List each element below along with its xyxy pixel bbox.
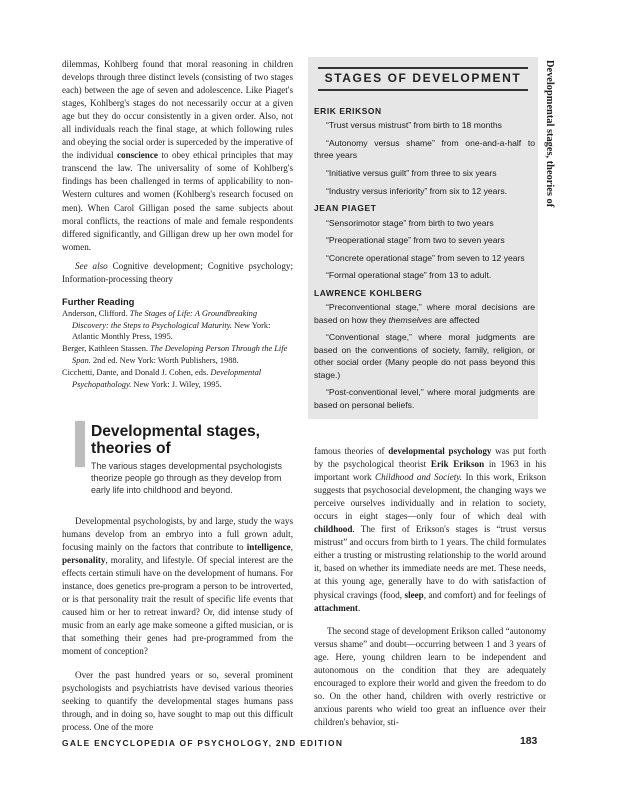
glossary-term: Erik Erikson: [430, 459, 485, 470]
stage-item: “Preoperational stage” from two to seven years: [326, 235, 505, 246]
entry-accent-bar: [75, 421, 85, 467]
stage-item: “Industry versus inferiority” from six to 12 years.: [326, 185, 507, 196]
stage-item: “Preconventional stage,” where moral decisions are based on how they themselves are affected: [314, 302, 535, 325]
box-section-heading: LAWRENCE KOHLBERG: [314, 287, 423, 298]
side-tab-label: Developmental stages, theories of: [544, 60, 555, 208]
body-paragraph: Over the past hundred years or so, several prominent psychologists and psychiatrists have devised various theories seeking to quantify the developmental stages humans pass through, and in doing so, have sought to map out this difficult process. One of the more: [62, 669, 293, 732]
glossary-term: attachment: [314, 602, 358, 613]
body-paragraph: famous theories of developmental psychology was put forth by the psychological theorist Erik Erikson in 1963 in his important work Childhood and Society. In this work, Erikson suggests that psychosocial development, the changing ways we perceive ourselves individually and in relation to society, occurs in eight stages—only four of which deal with childhood. The first of Erikson's stages is “trust versus mistrust” and occurs from birth to 1 years. The child formulates either a trusting or mistrusting relationship to the world around it, based on whether its immediate needs are met. These needs, at this young age, generally have to do with satisfaction of physical cravings (food, sleep, and comfort) and for feelings of attachment.: [314, 446, 547, 613]
stage-item: “Sensorimotor stage” from birth to two years: [326, 217, 494, 228]
left-column-bottom: [62, 515, 293, 734]
footer-publication-title: GALE ENCYCLOPEDIA OF PSYCHOLOGY, 2ND EDITION: [62, 738, 344, 748]
stage-item: “Trust versus mistrust” from birth to 18 months: [326, 120, 502, 131]
entry-title: Developmental stages, theories of: [91, 423, 260, 457]
stage-item: “Formal operational stage” from 13 to adult.: [326, 270, 492, 281]
side-tab: [545, 60, 565, 220]
reference-item: Berger, Kathleen Stassen. The Developing Person Through the Life Span. 2nd ed. New York: Worth Publishers, 1988.: [62, 344, 288, 365]
glossary-term: sleep: [404, 589, 424, 600]
body-paragraph: The second stage of development Erikson called “autonomy versus shame” and doubt—occurring between 1 and 3 years of age. Here, young children learn to be independent and autonomous on the condition that they are adequately encouraged to explore their world and given the freedom to do so. On the other hand, children with overly restrictive or anxious parents who wield too great an influence over their children's behavior, sti-: [314, 625, 546, 727]
stage-item: “Autonomy versus shame” from one-and-a-half to three years: [314, 138, 535, 161]
stage-item: “Post-conventional level,” where moral judgments are based on personal beliefs.: [314, 387, 535, 410]
stage-item: “Conventional stage,” where moral judgments are based on the conventions of society, family, religion, or other social order (Many people do not pass beyond this stage.): [314, 332, 535, 380]
glossary-term: conscience: [116, 150, 158, 161]
box-bottom-rule: [318, 89, 528, 91]
box-section-heading: JEAN PIAGET: [314, 203, 377, 214]
stage-item: “Initiative versus guilt” from three to six years: [326, 168, 497, 178]
glossary-term: personality: [62, 555, 106, 566]
right-column-bottom: [314, 445, 546, 729]
body-paragraph: Developmental psychologists, by and large, study the ways humans develop from an embryo into a full grown adult, focusing mainly on the factors that contribute to intelligence, personality, morality, and lifestyle. Of special interest are the effects certain stimuli have on the development of humans. For instance, does genetics pre-program a person to be introverted, or is that personality trait the result of specific life events that caused him or her to retreat inward? Or, did intense study of music from an early age make someone a gifted musician, or is that something their genes had pre-programmed from the moment of conception?: [62, 516, 293, 657]
box-title: STAGES OF DEVELOPMENT: [324, 71, 522, 85]
entry-summary: The various stages developmental psychologists theorize people go through as they develop from early life into childhood and beyond.: [91, 461, 282, 495]
glossary-term: intelligence: [246, 542, 291, 553]
reference-item: Cicchetti, Dante, and Donald J. Cohen, eds. Developmental Psychopathology. New York: J. Wiley, 1995.: [62, 367, 262, 389]
stage-item: “Concrete operational stage” from seven to 12 years: [326, 252, 525, 263]
reference-item: Anderson, Clifford. The Stages of Life: A Groundbreaking Discovery: the Steps to Psychological Maturity. New York: Atlantic Monthly Press, 1995.: [62, 308, 271, 342]
further-reading-heading: Further Reading: [62, 295, 135, 307]
see-also: See also Cognitive development; Cognitive psychology; Information-processing theory: [62, 260, 293, 284]
stages-of-development-box: [308, 57, 538, 419]
left-column-top: [62, 58, 293, 390]
box-top-rule: [318, 67, 528, 69]
box-section-heading: ERIK ERIKSON: [314, 106, 382, 116]
glossary-term: developmental psychology: [388, 446, 492, 456]
body-paragraph: dilemmas, Kohlberg found that moral reasoning in children develops through three distinct levels (consisting of two stages each) between the age of seven and adolescence. Like Piaget's stages, Kohlberg's stages do not necessarily occur at a given age but they do occur consistently in a given order. Also, not all individuals reach the final stage, at which following rules and obeying the social order is superceded by the imperative of the individual conscience to obey ethical principles that may transcend the law. The universality of some of Kohlberg's findings has been challenged in terms of applicability to non-Western cultures and women (Kohlberg's research focused on men). When Carol Gilligan posed the same subjects about moral conflicts, the reactions of male and female respondents differed significantly, and Gilligan drew up her own model for women.: [62, 59, 293, 252]
box-content: [314, 101, 535, 416]
page-number: 183: [520, 736, 538, 747]
glossary-term: childhood: [314, 524, 353, 535]
